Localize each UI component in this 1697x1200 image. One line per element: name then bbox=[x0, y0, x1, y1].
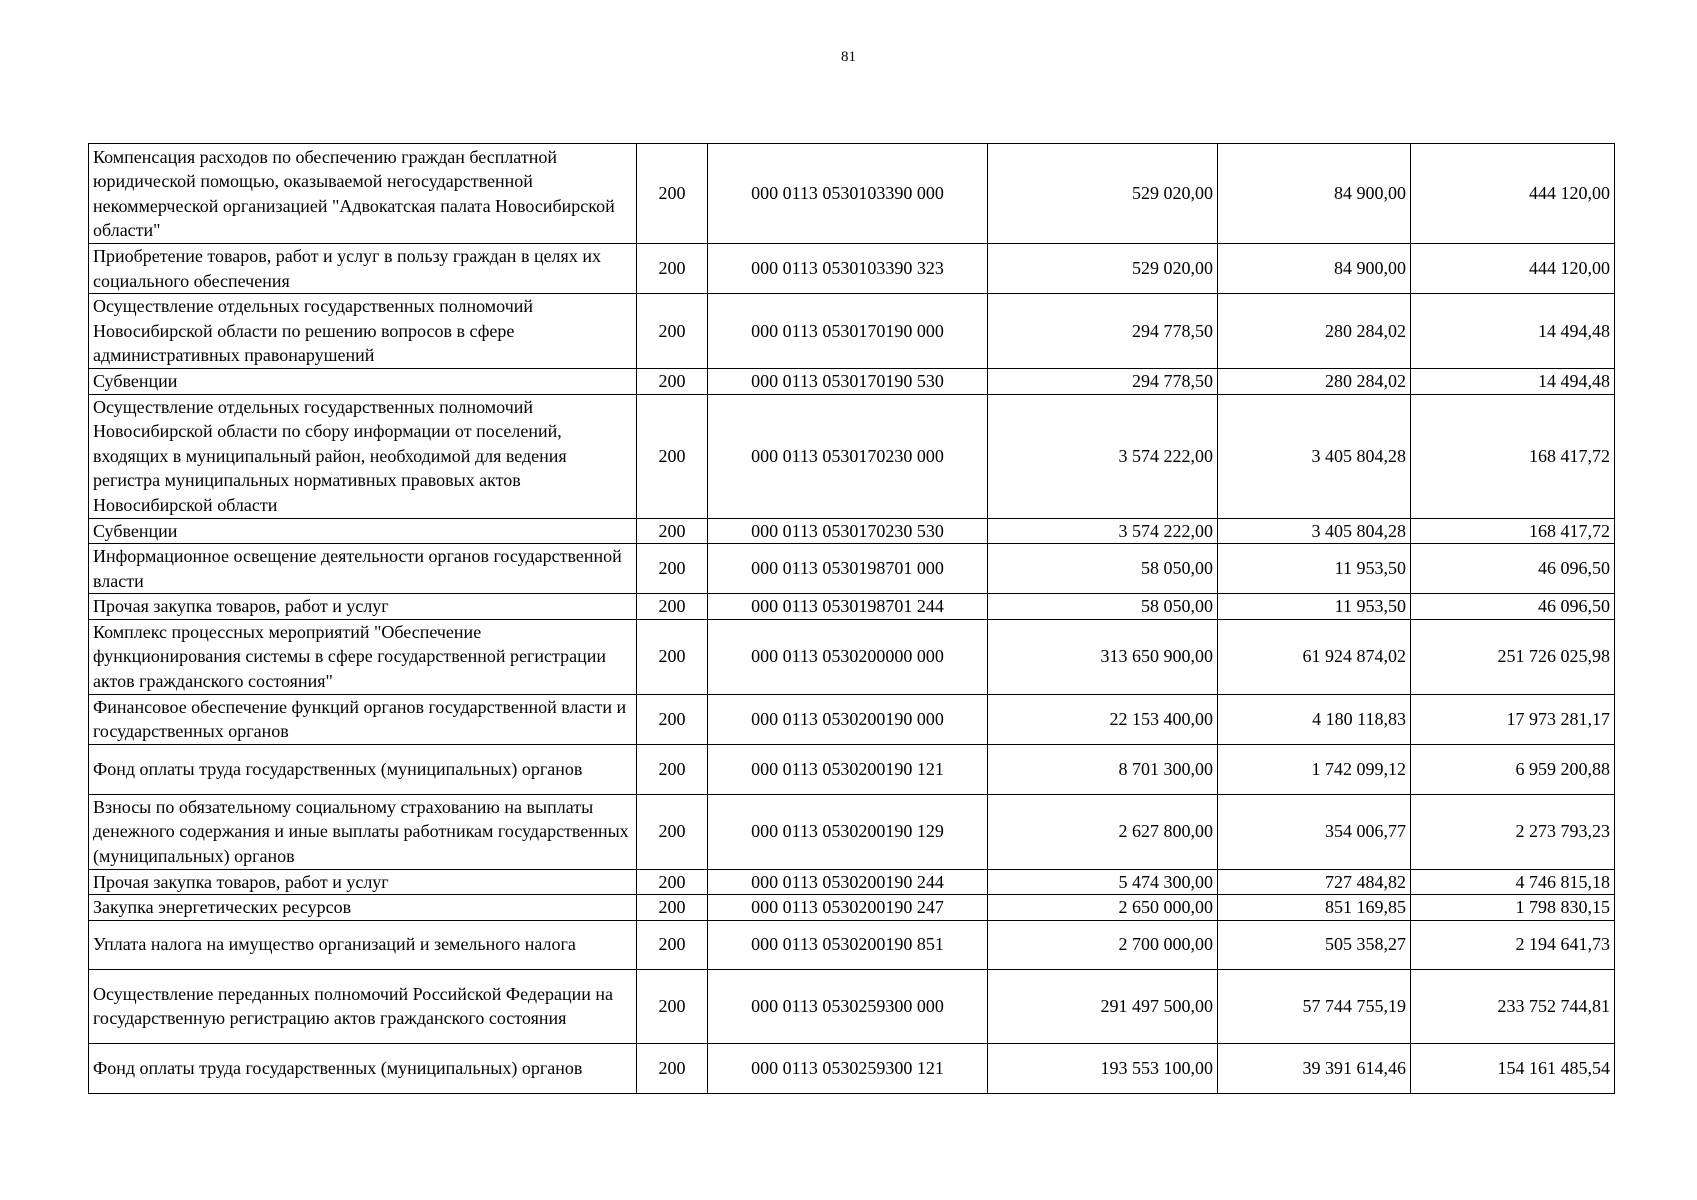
table-row bbox=[89, 869, 1615, 895]
table-row bbox=[89, 694, 1615, 744]
row-budget-code: 000 0113 0530259300 121 bbox=[708, 1043, 988, 1093]
row-approved: 22 153 400,00 bbox=[988, 694, 1218, 744]
row-line-code: 200 bbox=[637, 594, 708, 620]
row-budget-code: 000 0113 0530259300 000 bbox=[708, 969, 988, 1043]
row-name: Фонд оплаты труда государственных (муниципальных) органов bbox=[89, 744, 637, 794]
row-approved: 294 778,50 bbox=[988, 369, 1218, 395]
row-line-code: 200 bbox=[637, 369, 708, 395]
row-approved: 313 650 900,00 bbox=[988, 619, 1218, 694]
row-executed: 4 180 118,83 bbox=[1218, 694, 1411, 744]
table-row bbox=[89, 619, 1615, 694]
row-line-code: 200 bbox=[637, 969, 708, 1043]
row-executed: 3 405 804,28 bbox=[1218, 394, 1411, 518]
row-name: Закупка энергетических ресурсов bbox=[89, 895, 637, 921]
table-row bbox=[89, 594, 1615, 620]
row-approved: 2 650 000,00 bbox=[988, 895, 1218, 921]
row-name: Прочая закупка товаров, работ и услуг bbox=[89, 869, 637, 895]
table-row bbox=[89, 744, 1615, 794]
row-line-code: 200 bbox=[637, 869, 708, 895]
table-row bbox=[89, 920, 1615, 969]
row-unexecuted: 444 120,00 bbox=[1411, 244, 1615, 294]
row-name: Осуществление отдельных государственных полномочий Новосибирской области по сбору информации от поселений, входящих в муниципальный район, необходимой для ведения регистра муниципальных нормативных правовых актов Новосибирской области bbox=[89, 394, 637, 518]
row-approved: 529 020,00 bbox=[988, 144, 1218, 244]
row-name: Прочая закупка товаров, работ и услуг bbox=[89, 594, 637, 620]
page-number: 81 bbox=[841, 49, 856, 65]
row-approved: 291 497 500,00 bbox=[988, 969, 1218, 1043]
row-approved: 58 050,00 bbox=[988, 594, 1218, 620]
row-line-code: 200 bbox=[637, 294, 708, 369]
row-name: Фонд оплаты труда государственных (муниципальных) органов bbox=[89, 1043, 637, 1093]
budget-execution-table bbox=[88, 143, 1615, 1094]
row-approved: 3 574 222,00 bbox=[988, 394, 1218, 518]
row-unexecuted: 4 746 815,18 bbox=[1411, 869, 1615, 895]
table-row bbox=[89, 895, 1615, 921]
row-executed: 354 006,77 bbox=[1218, 794, 1411, 869]
row-executed: 84 900,00 bbox=[1218, 144, 1411, 244]
row-executed: 39 391 614,46 bbox=[1218, 1043, 1411, 1093]
row-executed: 851 169,85 bbox=[1218, 895, 1411, 921]
row-line-code: 200 bbox=[637, 619, 708, 694]
row-line-code: 200 bbox=[637, 144, 708, 244]
row-budget-code: 000 0113 0530170190 000 bbox=[708, 294, 988, 369]
row-budget-code: 000 0113 0530198701 000 bbox=[708, 544, 988, 594]
table-row bbox=[89, 294, 1615, 369]
row-line-code: 200 bbox=[637, 920, 708, 969]
row-budget-code: 000 0113 0530198701 244 bbox=[708, 594, 988, 620]
row-unexecuted: 2 273 793,23 bbox=[1411, 794, 1615, 869]
table-row bbox=[89, 244, 1615, 294]
row-line-code: 200 bbox=[637, 518, 708, 544]
row-unexecuted: 251 726 025,98 bbox=[1411, 619, 1615, 694]
row-budget-code: 000 0113 0530103390 000 bbox=[708, 144, 988, 244]
row-unexecuted: 46 096,50 bbox=[1411, 594, 1615, 620]
table-row bbox=[89, 1043, 1615, 1093]
table-row bbox=[89, 518, 1615, 544]
row-budget-code: 000 0113 0530200190 247 bbox=[708, 895, 988, 921]
row-budget-code: 000 0113 0530103390 323 bbox=[708, 244, 988, 294]
row-line-code: 200 bbox=[637, 544, 708, 594]
table-row bbox=[89, 969, 1615, 1043]
row-approved: 58 050,00 bbox=[988, 544, 1218, 594]
row-name: Взносы по обязательному социальному страхованию на выплаты денежного содержания и иные выплаты работникам государственных (муниципальных) органов bbox=[89, 794, 637, 869]
table-row bbox=[89, 794, 1615, 869]
row-name: Приобретение товаров, работ и услуг в пользу граждан в целях их социального обеспечения bbox=[89, 244, 637, 294]
row-executed: 3 405 804,28 bbox=[1218, 518, 1411, 544]
row-name: Субвенции bbox=[89, 369, 637, 395]
row-executed: 505 358,27 bbox=[1218, 920, 1411, 969]
row-unexecuted: 2 194 641,73 bbox=[1411, 920, 1615, 969]
row-name: Финансовое обеспечение функций органов государственной власти и государственных органов bbox=[89, 694, 637, 744]
row-unexecuted: 6 959 200,88 bbox=[1411, 744, 1615, 794]
row-executed: 84 900,00 bbox=[1218, 244, 1411, 294]
table-row bbox=[89, 369, 1615, 395]
row-approved: 8 701 300,00 bbox=[988, 744, 1218, 794]
row-approved: 5 474 300,00 bbox=[988, 869, 1218, 895]
row-line-code: 200 bbox=[637, 394, 708, 518]
row-unexecuted: 14 494,48 bbox=[1411, 294, 1615, 369]
row-approved: 294 778,50 bbox=[988, 294, 1218, 369]
row-budget-code: 000 0113 0530200190 121 bbox=[708, 744, 988, 794]
row-executed: 1 742 099,12 bbox=[1218, 744, 1411, 794]
row-unexecuted: 1 798 830,15 bbox=[1411, 895, 1615, 921]
row-budget-code: 000 0113 0530200190 129 bbox=[708, 794, 988, 869]
row-approved: 3 574 222,00 bbox=[988, 518, 1218, 544]
row-budget-code: 000 0113 0530200190 244 bbox=[708, 869, 988, 895]
table-row bbox=[89, 144, 1615, 244]
row-line-code: 200 bbox=[637, 744, 708, 794]
row-executed: 11 953,50 bbox=[1218, 544, 1411, 594]
row-line-code: 200 bbox=[637, 694, 708, 744]
row-executed: 280 284,02 bbox=[1218, 294, 1411, 369]
row-unexecuted: 17 973 281,17 bbox=[1411, 694, 1615, 744]
row-line-code: 200 bbox=[637, 244, 708, 294]
row-line-code: 200 bbox=[637, 895, 708, 921]
table-row bbox=[89, 394, 1615, 518]
row-name: Субвенции bbox=[89, 518, 637, 544]
row-line-code: 200 bbox=[637, 794, 708, 869]
row-approved: 529 020,00 bbox=[988, 244, 1218, 294]
table-row bbox=[89, 544, 1615, 594]
row-name: Комплекс процессных мероприятий "Обеспечение функционирования системы в сфере государственной регистрации актов гражданского состояния" bbox=[89, 619, 637, 694]
row-budget-code: 000 0113 0530200190 000 bbox=[708, 694, 988, 744]
row-name: Уплата налога на имущество организаций и земельного налога bbox=[89, 920, 637, 969]
row-executed: 727 484,82 bbox=[1218, 869, 1411, 895]
row-name: Информационное освещение деятельности органов государственной власти bbox=[89, 544, 637, 594]
row-approved: 193 553 100,00 bbox=[988, 1043, 1218, 1093]
row-budget-code: 000 0113 0530200000 000 bbox=[708, 619, 988, 694]
row-unexecuted: 168 417,72 bbox=[1411, 394, 1615, 518]
row-line-code: 200 bbox=[637, 1043, 708, 1093]
row-approved: 2 700 000,00 bbox=[988, 920, 1218, 969]
row-budget-code: 000 0113 0530170230 000 bbox=[708, 394, 988, 518]
row-executed: 61 924 874,02 bbox=[1218, 619, 1411, 694]
row-unexecuted: 168 417,72 bbox=[1411, 518, 1615, 544]
row-unexecuted: 444 120,00 bbox=[1411, 144, 1615, 244]
row-unexecuted: 46 096,50 bbox=[1411, 544, 1615, 594]
row-executed: 280 284,02 bbox=[1218, 369, 1411, 395]
row-executed: 11 953,50 bbox=[1218, 594, 1411, 620]
row-name: Компенсация расходов по обеспечению граждан бесплатной юридической помощью, оказываемой негосударственной некоммерческой организацией "Адвокатская палата Новосибирской области" bbox=[89, 144, 637, 244]
row-name: Осуществление переданных полномочий Российской Федерации на государственную регистрацию актов гражданского состояния bbox=[89, 969, 637, 1043]
row-unexecuted: 154 161 485,54 bbox=[1411, 1043, 1615, 1093]
row-executed: 57 744 755,19 bbox=[1218, 969, 1411, 1043]
row-budget-code: 000 0113 0530170190 530 bbox=[708, 369, 988, 395]
row-unexecuted: 233 752 744,81 bbox=[1411, 969, 1615, 1043]
row-budget-code: 000 0113 0530200190 851 bbox=[708, 920, 988, 969]
row-budget-code: 000 0113 0530170230 530 bbox=[708, 518, 988, 544]
row-approved: 2 627 800,00 bbox=[988, 794, 1218, 869]
row-name: Осуществление отдельных государственных полномочий Новосибирской области по решению вопросов в сфере административных правонарушений bbox=[89, 294, 637, 369]
row-unexecuted: 14 494,48 bbox=[1411, 369, 1615, 395]
